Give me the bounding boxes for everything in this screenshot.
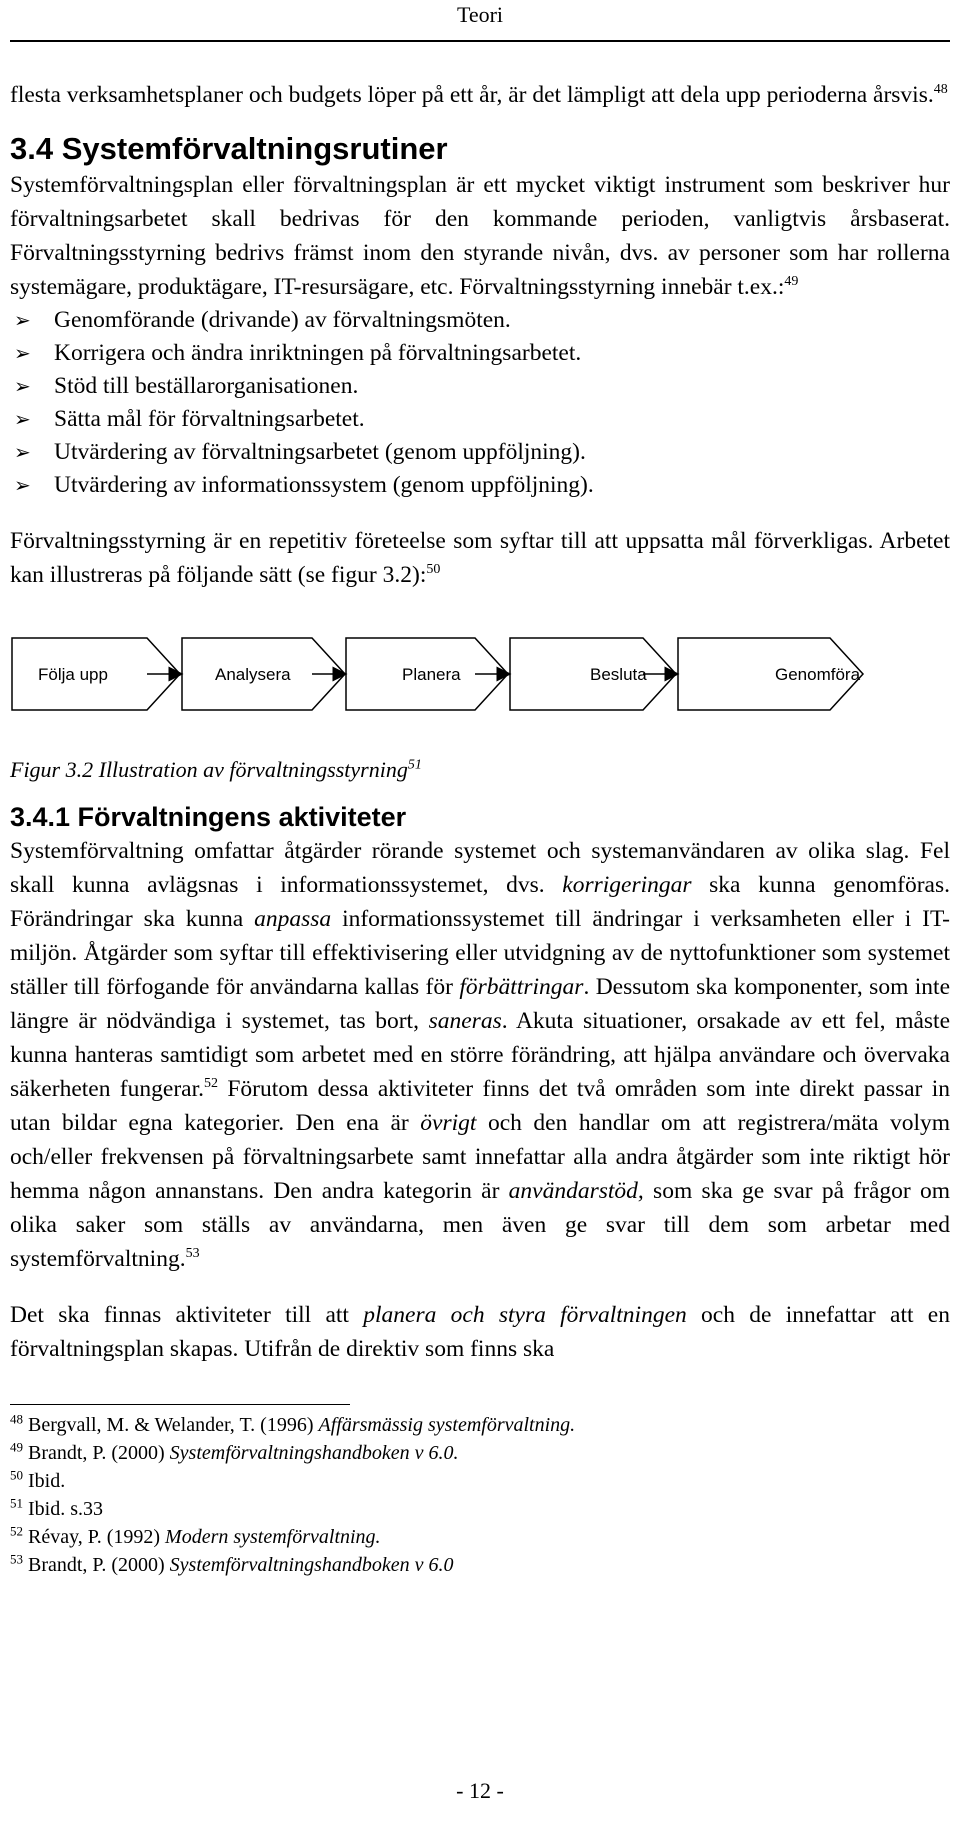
section-3-4-1-paragraph-2: Det ska finnas aktiviteter till att planera och styra förvaltningen och de innefattar att en förvaltningsplan skapas. Utifrån de direktiv som finns ska bbox=[10, 1302, 950, 1362]
page-number: - 12 - bbox=[456, 1778, 504, 1803]
arrow-bullet-icon: ➢ bbox=[14, 374, 31, 398]
list-item: ➢ Genomförande (drivande) av förvaltningsmöten. bbox=[10, 304, 950, 337]
list-item: ➢ Utvärdering av förvaltningsarbetet (genom uppföljning). bbox=[10, 436, 950, 469]
step-label: Planera bbox=[402, 665, 461, 684]
process-diagram bbox=[10, 632, 950, 716]
page-content bbox=[10, 78, 950, 1579]
step-label: Följa upp bbox=[38, 665, 108, 684]
intro-paragraph: flesta verksamhetsplaner och budgets löper på ett år, är det lämpligt att dela upp perioderna årsvis.$^{48}$ bbox=[10, 82, 948, 108]
section-3-4-1-paragraph-1: Systemförvaltning omfattar åtgärder rörande systemet och systemanvändaren av olika slag. Fel skall kunna avlägsnas i informationssystemet, dvs. korrigeringar ska kunna genomföras. Förändringar ska kunna anpassa informationssystemet till ändringar i verksamheten eller i IT-miljön. Åtgärder som syftar till effektivisering eller utvidgning av de nyttofunktioner som systemet ställer till förfogande för användarna kallas för förbättringar. Dessutom ska komponenter, som inte längre är nödvändiga i systemet, tas bort, saneras. Akuta situationer, orsakade av ett fel, måste kunna hanteras samtidigt som arbetet med en större förändring, att hjälpa användare och övervaka säkerheten fungerar.$^{52}$ Förutom dessa aktiviteter finns det två områden som inte direkt passar in utan bildar egna kategorier. Den ena är övrigt och den handlar om att registrera/mäta volym och/eller frekvensen på förvaltningsarbete samt innefattar alla andra åtgärder som inte riktigt hör hemma någon annanstans. Den andra kategorin är användarstöd, som ska ge svar på frågor om olika saker som ställs av användarna, men även ge svar till dem som arbetar med systemförvaltning.$^{53}$ bbox=[10, 838, 951, 1272]
footnote: $^{49}$ Brandt, P. (2000) Systemförvaltningshandboken v 6.0. bbox=[10, 1439, 459, 1464]
arrow-bullet-icon: ➢ bbox=[14, 308, 31, 332]
section-heading-3-4: 3.4 Systemförvaltningsrutiner bbox=[10, 131, 448, 166]
list-item: ➢ Stöd till beställarorganisationen. bbox=[10, 370, 950, 403]
footnote-ref-52: 52 bbox=[203, 1076, 218, 1092]
footnote-divider bbox=[10, 1404, 350, 1405]
footnote: $^{52}$ Révay, P. (1992) Modern systemförvaltning. bbox=[10, 1523, 381, 1548]
step-label: Analysera bbox=[215, 665, 291, 684]
section-3-4-paragraph-2: Förvaltningsstyrning är en repetitiv företeelse som syftar till att uppsatta mål förverkligas. Arbetet kan illustreras på följande sätt (se figur 3.2):$^{50}$ bbox=[10, 528, 950, 588]
list-item: ➢ Utvärdering av informationssystem (genom uppföljning). bbox=[10, 469, 950, 502]
step-label: Besluta bbox=[590, 665, 647, 684]
footnote-ref-49: 49 bbox=[784, 274, 799, 290]
section-3-4-paragraph: Systemförvaltningsplan eller förvaltningsplan är ett mycket viktigt instrument som beskriver hur förvaltningsarbetet skall bedrivas för den kommande perioden, vanligtvis årsbaserat. Förvaltningsstyrning bedrivs främst inom den styrande nivån, dvs. av personer som har rollerna systemägare, produktägare, IT-resursägare, etc. Förvaltningsstyrning innebär t.ex.:$^{49}$ bbox=[10, 172, 950, 300]
footnote-ref-48: 48 bbox=[933, 82, 948, 98]
footnotes bbox=[10, 1411, 950, 1579]
section-heading-3-4-1: 3.4.1 Förvaltningens aktiviteter bbox=[10, 802, 407, 832]
arrow-bullet-icon: ➢ bbox=[14, 473, 31, 497]
footnote-ref-51: 51 bbox=[407, 757, 422, 773]
arrow-bullet-icon: ➢ bbox=[14, 341, 31, 365]
footnote-ref-53: 53 bbox=[185, 1246, 200, 1262]
arrow-bullet-icon: ➢ bbox=[14, 440, 31, 464]
header-title: Teori bbox=[456, 2, 504, 27]
page-header bbox=[10, 0, 950, 42]
footnote: $^{51}$ Ibid. s.33 bbox=[10, 1495, 103, 1520]
figure-caption: Figur 3.2 Illustration av förvaltningsstyrning$^{51}$ bbox=[10, 757, 422, 782]
arrow-bullet-icon: ➢ bbox=[14, 407, 31, 431]
bullet-list bbox=[10, 304, 950, 502]
list-item: ➢ Korrigera och ändra inriktningen på förvaltningsarbetet. bbox=[10, 337, 950, 370]
process-figure bbox=[10, 594, 950, 754]
footnote: $^{53}$ Brandt, P. (2000) Systemförvaltningshandboken v 6.0 bbox=[10, 1551, 454, 1576]
footnote-ref-50: 50 bbox=[426, 562, 441, 578]
list-item: ➢ Sätta mål för förvaltningsarbetet. bbox=[10, 403, 950, 436]
footnote: $^{48}$ Bergvall, M. & Welander, T. (1996) Affärsmässig systemförvaltning. bbox=[10, 1411, 576, 1436]
step-label: Genomföra bbox=[775, 665, 861, 684]
footnote: $^{50}$ Ibid. bbox=[10, 1467, 66, 1492]
